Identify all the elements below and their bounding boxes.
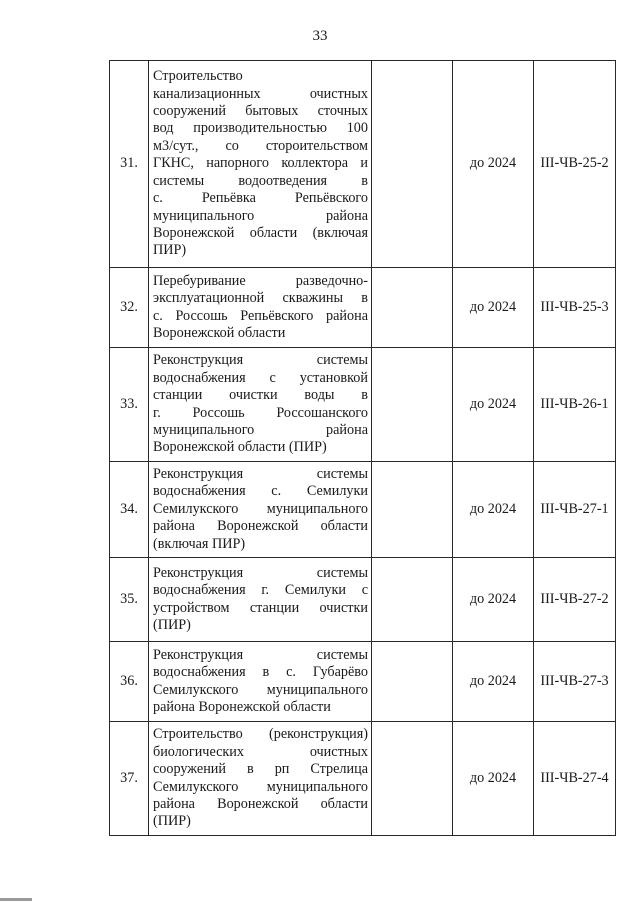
code-cell: III-ЧВ-27-3 bbox=[534, 642, 616, 722]
description-line: района Воронежской области bbox=[153, 698, 331, 715]
description-line: (ПИР) bbox=[153, 616, 191, 633]
description-line: Строительство (реконструкция) bbox=[153, 726, 368, 743]
description-line: Семилукского муниципального bbox=[153, 778, 368, 795]
description-line: биологических очистных bbox=[153, 743, 368, 760]
description-line: муниципального района bbox=[153, 421, 368, 438]
table-row bbox=[110, 268, 616, 348]
deadline-cell: до 2024 bbox=[453, 722, 534, 836]
description-line: ПИР) bbox=[153, 242, 187, 259]
code-cell: III-ЧВ-25-2 bbox=[534, 61, 616, 268]
description-line: района Воронежской области bbox=[153, 518, 368, 535]
empty-cell bbox=[372, 348, 453, 462]
description-line: Семилукского муниципального bbox=[153, 681, 368, 698]
description-line: Реконструкция системы bbox=[153, 466, 368, 482]
empty-cell bbox=[372, 642, 453, 722]
scan-edge-mark bbox=[0, 898, 32, 901]
row-number-cell: 35. bbox=[110, 558, 149, 642]
description-line: канализационных очистных bbox=[153, 85, 368, 102]
description-line: муниципального района bbox=[153, 207, 368, 224]
row-number-cell: 32. bbox=[110, 268, 149, 348]
description-line: Семилукского муниципального bbox=[153, 500, 368, 517]
description-line: Перебуривание разведочно- bbox=[153, 272, 368, 289]
description-line: района Воронежской области bbox=[153, 795, 368, 812]
description-line: ГКНС, напорного коллектора и bbox=[153, 155, 368, 172]
description-line: Воронежской области (ПИР) bbox=[153, 439, 327, 456]
row-number-cell: 33. bbox=[110, 348, 149, 462]
row-number-cell: 36. bbox=[110, 642, 149, 722]
empty-cell bbox=[372, 268, 453, 348]
description-line: с. Россошь Репьёвского района bbox=[153, 307, 368, 324]
empty-cell bbox=[372, 558, 453, 642]
empty-cell bbox=[372, 722, 453, 836]
code-cell: III-ЧВ-25-3 bbox=[534, 268, 616, 348]
deadline-cell: до 2024 bbox=[453, 462, 534, 558]
empty-cell bbox=[372, 462, 453, 558]
deadline-cell: до 2024 bbox=[453, 268, 534, 348]
description-line: (включая ПИР) bbox=[153, 535, 246, 552]
description-line: сооружений бытовых сточных bbox=[153, 103, 368, 120]
description-line: Реконструкция системы bbox=[153, 646, 368, 663]
description-line: г. Россошь Россошанского bbox=[153, 404, 368, 421]
description-line: Реконструкция системы bbox=[153, 564, 368, 581]
row-number-cell: 34. bbox=[110, 462, 149, 558]
description-line: системы водоотведения в bbox=[153, 172, 368, 189]
empty-cell bbox=[372, 61, 453, 268]
deadline-cell: до 2024 bbox=[453, 61, 534, 268]
description-line: Строительство bbox=[153, 68, 243, 85]
table-row bbox=[110, 61, 616, 268]
description-cell bbox=[149, 268, 372, 348]
page-number: 33 bbox=[312, 28, 328, 44]
description-line: вод производительностью 100 bbox=[153, 120, 368, 137]
description-line: станции очистки воды в bbox=[153, 387, 368, 404]
description-line: Воронежской области bbox=[153, 324, 286, 341]
row-number-cell: 37. bbox=[110, 722, 149, 836]
description-line: сооружений в рп Стрелица bbox=[153, 761, 368, 778]
description-line: устройством станции очистки bbox=[153, 599, 368, 616]
code-cell: III-ЧВ-27-1 bbox=[534, 462, 616, 558]
code-cell: III-ЧВ-27-4 bbox=[534, 722, 616, 836]
deadline-cell: до 2024 bbox=[453, 642, 534, 722]
description-line: эксплуатационной скважины в bbox=[153, 290, 368, 307]
table-row bbox=[110, 722, 616, 836]
projects-table bbox=[109, 60, 616, 836]
description-line: водоснабжения г. Семилуки с bbox=[153, 582, 368, 599]
description-cell bbox=[149, 642, 372, 722]
description-line: (ПИР) bbox=[153, 813, 191, 830]
row-number-cell: 31. bbox=[110, 61, 149, 268]
table-row bbox=[110, 642, 616, 722]
description-line: м3/сут., со стороительством bbox=[153, 137, 368, 154]
description-line: Воронежской области (включая bbox=[153, 224, 368, 241]
deadline-cell: до 2024 bbox=[453, 558, 534, 642]
description-cell bbox=[149, 348, 372, 462]
description-cell bbox=[149, 558, 372, 642]
table-row bbox=[110, 348, 616, 462]
description-line: водоснабжения с установкой bbox=[153, 369, 368, 386]
description-line: Реконструкция системы bbox=[153, 352, 368, 369]
projects-table-body bbox=[110, 61, 616, 836]
table-row bbox=[110, 462, 616, 558]
description-line: с. Репьёвка Репьёвского bbox=[153, 190, 368, 207]
description-cell bbox=[149, 462, 372, 558]
table-row bbox=[110, 558, 616, 642]
code-cell: III-ЧВ-27-2 bbox=[534, 558, 616, 642]
description-line: водоснабжения в с. Губарёво bbox=[153, 664, 368, 681]
description-line: водоснабжения с. Семилуки bbox=[153, 483, 368, 500]
description-cell bbox=[149, 61, 372, 268]
description-cell bbox=[149, 722, 372, 836]
deadline-cell: до 2024 bbox=[453, 348, 534, 462]
code-cell: III-ЧВ-26-1 bbox=[534, 348, 616, 462]
